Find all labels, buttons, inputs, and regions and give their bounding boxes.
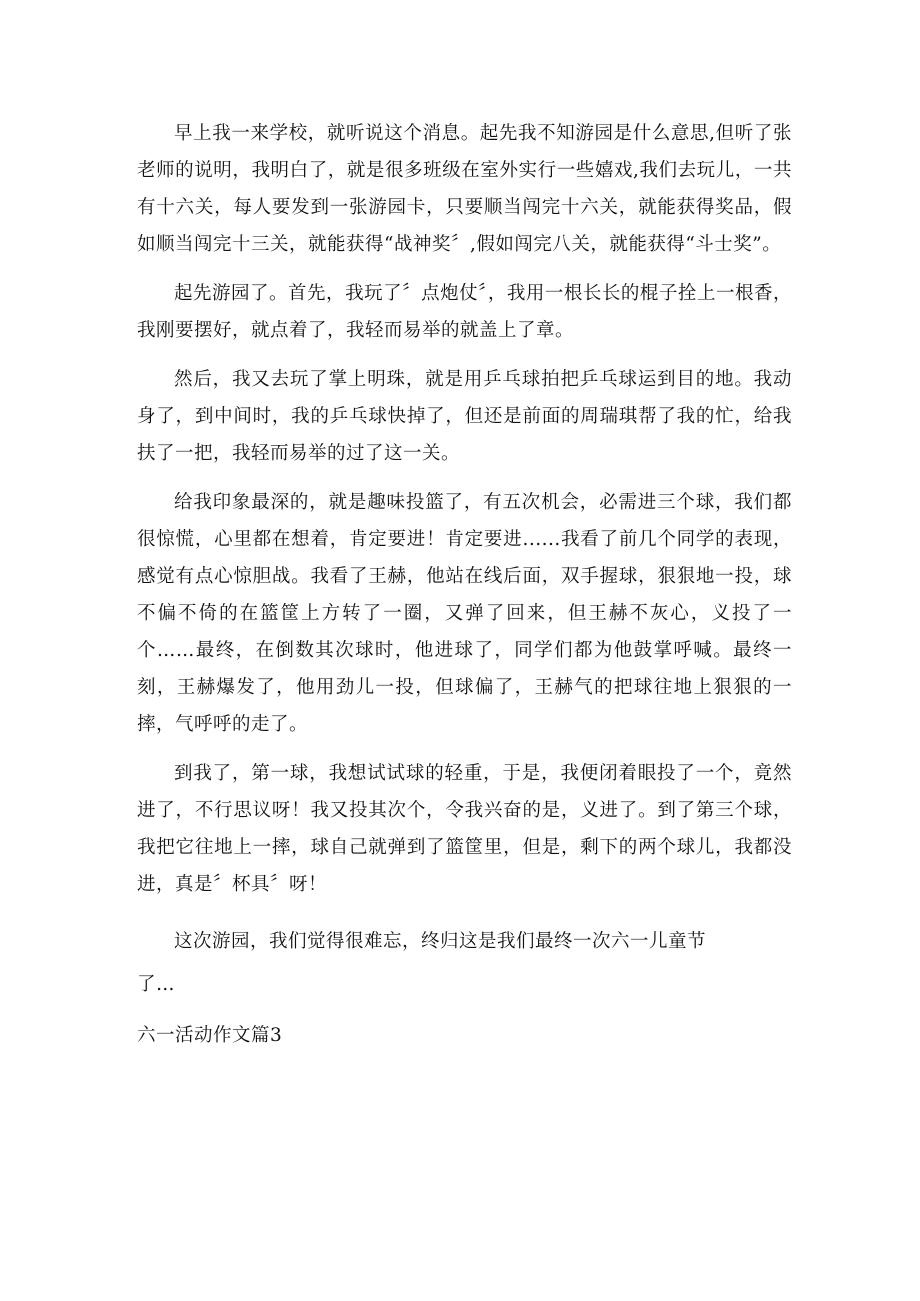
paragraph-4: 给我印象最深的，就是趣味投篮了，有五次机会，必需进三个球，我们都很惊慌，心里都在想着，肯定要进！肯定要进......我看了前几个同学的表现，感觉有点心惊胆战。我看了王赫，他站在线后面，双手握球，狠狠地一投，球不偏不倚的在篮筐上方转了一圈，又弹了回来，但王赫不灰心，义投了一个……最终，在倒数其次球时，他进球了，同学们都为他鼓掌呼喊。最终一刻，王赫爆发了，他用劲儿一投，但球偏了，王赫气的把球往地上狠狠的一摔，气呼呼的走了。 <box>137 492 792 735</box>
paragraph-5: 到我了，第一球，我想试试球的轻重，于是，我便闭着眼投了一个，竟然进了，不行思议呀！我又投其次个，令我兴奋的是，义进了。到了第三个球，我把它往地上一摔，球自己就弹到了篮筐里，但是，剩下的两个球儿，我都没进，真是〞杯具〞呀！ <box>137 763 792 895</box>
paragraph-3: 然后，我又去玩了掌上明珠，就是用乒乓球拍把乒乓球运到目的地。我动身了，到中间时，我的乒乓球快掉了，但还是前面的周瑞琪帮了我的忙，给我扶了一把，我轻而易举的过了这一关。 <box>137 369 792 464</box>
closing-paragraph-line-2: 了… <box>137 974 176 995</box>
paragraph-1: 早上我一来学校，就听说这个消息。起先我不知游园是什么意思,但听了张老师的说明，我明白了，就是很多班级在室外实行一些嬉戏,我们去玩儿，一共有十六关，每人要发到一张游园卡，只要顺当闯完十六关，就能获得奖品，假如顺当闯完十三关，就能获得“战神奖〞,假如闯完八关，就能获得“斗士奖”。 <box>137 123 792 255</box>
section-heading: 六一活动作文篇3 <box>137 1025 283 1046</box>
paragraph-2: 起先游园了。首先，我玩了〞点炮仗〞，我用一根长长的棍子拴上一根香，我刚要摆好，就点着了，我轻而易举的就盖上了章。 <box>137 283 792 341</box>
document-body <box>137 115 792 1054</box>
closing-paragraph-line-1: 这次游园，我们觉得很难忘，终归这是我们最终一次六一儿童节 <box>174 931 707 952</box>
